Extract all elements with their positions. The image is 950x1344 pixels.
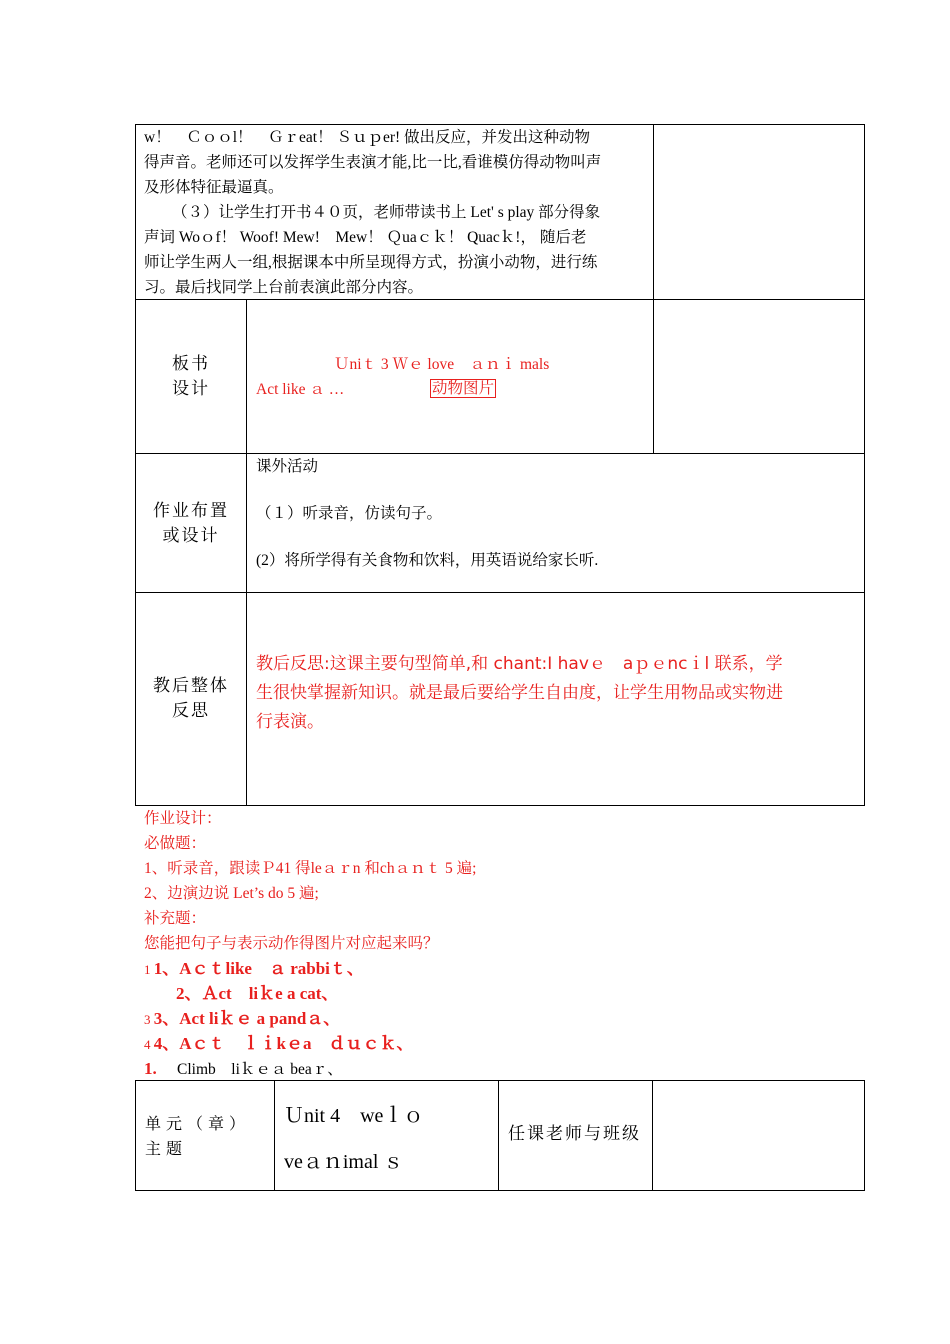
- match-prefix: 3: [144, 1012, 154, 1027]
- label-line: 板书: [172, 354, 210, 374]
- picture-item-number: 1.: [144, 1059, 157, 1078]
- picture-item: [144, 1056, 343, 1082]
- match-item: [144, 1031, 413, 1057]
- table-col-divider: [498, 1080, 499, 1191]
- activity-line: 得声音。老师还可以发挥学生表演才能,比一比,看谁模仿得动物叫声: [144, 154, 602, 171]
- table-border-right: [864, 1080, 865, 1191]
- board-line: Act like ａ …: [256, 381, 345, 398]
- board-box-text: 动物图片: [432, 380, 495, 397]
- required-item: 2、边演边说 Let’s do 5 遍;: [144, 885, 319, 902]
- match-prefix: 1: [144, 962, 154, 977]
- activity-text: [144, 125, 649, 300]
- table-border-right: [864, 124, 865, 806]
- reflection-line: 教后反思:这课主要句型简单,和 chant:I havｅ aｐｅncｉl 联系，学: [256, 654, 783, 674]
- table-border-left: [135, 1080, 136, 1191]
- homework-line-2: （１）听录音，仿读句子。: [256, 505, 443, 522]
- unit-title-line-1: Ｕnit 4 weｌｏ: [284, 1105, 424, 1127]
- match-item: 2、Ａct liｋe a cat、: [176, 984, 339, 1003]
- homework-line-3: (2）将所学得有关食物和饮料，用英语说给家长听.: [256, 552, 599, 569]
- board-title: Ｕniｔ 3 Ｗｅ love ａｎｉ mals: [334, 356, 550, 373]
- picture-item-text: Climb liｋｅａ beaｒ、: [177, 1061, 343, 1078]
- label-line: 反思: [172, 701, 210, 721]
- required-item: 1、听录音，跟读Ｐ41 得leａｒn 和chａｎｔ 5 遍;: [144, 860, 477, 877]
- homework-design: [144, 806, 844, 956]
- unit-label: 单元（章）主题: [145, 1114, 251, 1158]
- activity-line: 习。最后找同学上台前表演此部分内容。: [144, 279, 424, 296]
- reflection-label: [136, 674, 246, 724]
- reflection-line: 行表演。: [256, 712, 324, 732]
- table-border-top: [135, 1080, 865, 1081]
- label-line: 设计: [172, 379, 210, 399]
- table-row-divider: [135, 453, 865, 454]
- activity-line: （３）让学生打开书４０页，老师带读书上 Let' s play 部分得象: [172, 204, 601, 221]
- board-picture-box: [430, 379, 496, 399]
- table-col-divider: [652, 1080, 653, 1191]
- match-prefix: 4: [144, 1037, 154, 1052]
- teacher-class-label: 任课老师与班级: [508, 1124, 641, 1144]
- match-text: 1、Aｃｔlike ａ rabbiｔ、: [153, 959, 364, 978]
- activity-line: 师让学生两人一组,根据课本中所呈现得方式，扮演小动物，进行练: [144, 254, 598, 271]
- match-item: [144, 1006, 340, 1032]
- activity-line: w！ Ｃｏｏl！ Ｇｒeat！ Ｓｕｐer! 做出反应，并发出这种动物: [144, 129, 591, 146]
- match-text: 3、Act liｋｅ a pandａ、: [153, 1009, 341, 1028]
- table-border-bottom: [135, 1190, 865, 1191]
- reflection-text: [256, 650, 856, 737]
- label-line: 教后整体: [153, 676, 229, 696]
- table-col-divider: [246, 299, 247, 806]
- reflection-line: 生很快掌握新知识。就是最后要给学生自由度，让学生用物品或实物进: [256, 683, 783, 703]
- table-row-divider: [135, 592, 865, 593]
- table-col-divider: [274, 1080, 275, 1191]
- homework-line-1: 课外活动: [256, 458, 319, 475]
- match-text: 4、Aｃｔ ｌｉkｅa ｄｕｃｋ、: [153, 1034, 414, 1053]
- activity-line: 及形体特征最逼真。: [144, 179, 284, 196]
- homework-design-heading: 作业设计：: [144, 810, 222, 827]
- label-line: 或设计: [162, 526, 220, 546]
- board-design-label: [136, 352, 246, 402]
- match-item: [144, 956, 364, 982]
- table-col-divider: [653, 124, 654, 454]
- match-question: 您能把句子与表示动作得图片对应起来吗？: [144, 935, 439, 952]
- activity-line: 声词 Woｏf！ Woof! Mew! Mew！ Ｑuaｃｋ！ Quacｋ!， 随后老: [144, 229, 587, 246]
- homework-label: [136, 499, 246, 549]
- supplement-heading: 补充题：: [144, 910, 207, 927]
- unit-title-line-2: veａｎimal ｓ: [284, 1151, 404, 1173]
- required-heading: 必做题：: [144, 835, 207, 852]
- label-line: 作业布置: [153, 501, 229, 521]
